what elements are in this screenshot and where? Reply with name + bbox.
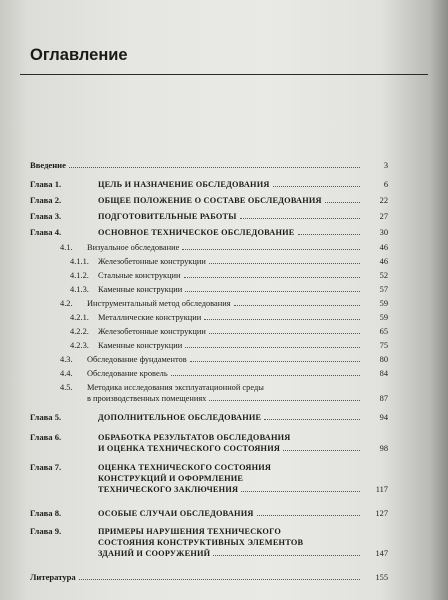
toc-entry-title: Стальные конструкции: [98, 271, 181, 280]
toc-entry-ch3: [0, 211, 448, 222]
toc-page-number: 75: [379, 341, 388, 350]
toc-entry-label: 4.1.3.: [70, 285, 89, 294]
dot-leader: [171, 375, 360, 376]
toc-entry-ch4: [0, 227, 448, 238]
toc-page-number: 46: [379, 243, 388, 252]
toc-entry-label: 4.1.2.: [70, 271, 89, 280]
toc-entry-ch8: [0, 508, 448, 519]
toc-entry-s421: [0, 312, 448, 323]
toc-page-number: 57: [379, 285, 388, 294]
toc-entry-ch6: [0, 432, 448, 454]
toc-entry-title: ЦЕЛЬ И НАЗНАЧЕНИЕ ОБСЛЕДОВАНИЯ: [98, 180, 270, 189]
toc-entry-title: КОНСТРУКЦИЙ И ОФОРМЛЕНИЕ: [98, 474, 244, 483]
dot-leader: [213, 555, 360, 556]
dot-leader: [209, 400, 360, 401]
toc-page-number: 84: [379, 369, 388, 378]
page-title: Оглавление: [30, 46, 128, 64]
toc-entry-s422: [0, 326, 448, 337]
dot-leader: [240, 218, 360, 219]
toc-entry-s45: [0, 382, 448, 404]
toc-entry-title: Металлические конструкции: [98, 313, 202, 322]
toc-entry-title: ОБЩЕЕ ПОЛОЖЕНИЕ О СОСТАВЕ ОБСЛЕДОВАНИЯ: [98, 196, 322, 205]
toc-entry-title: ПРИМЕРЫ НАРУШЕНИЯ ТЕХНИЧЕСКОГО: [98, 527, 282, 536]
dot-leader: [79, 579, 360, 580]
toc-entry-lit: [0, 572, 448, 583]
toc-page-number: 30: [379, 228, 388, 237]
toc-entry-title: Железобетонные конструкции: [98, 327, 206, 336]
toc-page-number: 94: [379, 413, 388, 422]
dot-leader: [185, 347, 360, 348]
toc-entry-title: Инструментальный метод обследования: [87, 299, 231, 308]
dot-leader: [204, 319, 360, 320]
toc-entry-title: ДОПОЛНИТЕЛЬНОЕ ОБСЛЕДОВАНИЕ: [98, 413, 262, 422]
toc-entry-s413: [0, 284, 448, 295]
toc-entry-title: ТЕХНИЧЕСКОГО ЗАКЛЮЧЕНИЯ: [98, 485, 239, 494]
toc-entry-title: Визуальное обследование: [87, 243, 180, 252]
toc-entry-label: 4.2.: [60, 299, 73, 308]
toc-entry-label: Глава 8.: [30, 508, 62, 518]
toc-entry-title: Каменные конструкции: [98, 341, 183, 350]
toc-entry-title: ОЦЕНКА ТЕХНИЧЕСКОГО СОСТОЯНИЯ: [98, 463, 272, 472]
dot-leader: [234, 305, 360, 306]
toc-page-number: 127: [375, 509, 388, 518]
toc-entry-ch9: [0, 526, 448, 559]
dot-leader: [264, 419, 360, 420]
toc-entry-s43: [0, 354, 448, 365]
toc-entry-label: 4.2.1.: [70, 313, 89, 322]
toc-page-number: 117: [375, 485, 388, 494]
dot-leader: [325, 202, 360, 203]
toc-page-number: 65: [379, 327, 388, 336]
toc-entry-title: в производственных помещениях: [87, 394, 207, 403]
toc-entry-label: Глава 1.: [30, 179, 62, 189]
toc-entry-title: Методика исследования эксплуатационной среды: [87, 383, 264, 392]
toc-entry-label: 4.1.: [60, 243, 73, 252]
toc-entry-title: ОБРАБОТКА РЕЗУЛЬТАТОВ ОБСЛЕДОВАНИЯ: [98, 433, 291, 442]
toc-entry-ch5: [0, 412, 448, 423]
dot-leader: [184, 277, 360, 278]
toc-entry-s423: [0, 340, 448, 351]
toc-entry-label: 4.1.1.: [70, 257, 89, 266]
toc-entry-label: Введение: [30, 160, 66, 170]
toc-page-number: 52: [379, 271, 388, 280]
toc-entry-title: Обследование фундаментов: [87, 355, 187, 364]
dot-leader: [298, 234, 360, 235]
toc-entry-label: Глава 4.: [30, 227, 62, 237]
toc-entry-s412: [0, 270, 448, 281]
toc-entry-label: Глава 5.: [30, 412, 62, 422]
toc-entry-label: 4.2.3.: [70, 341, 89, 350]
toc-entry-s42: [0, 298, 448, 309]
toc-page-number: 98: [379, 444, 388, 453]
toc-entry-title: ЗДАНИЙ И СООРУЖЕНИЙ: [98, 549, 211, 558]
toc-entry-title: ПОДГОТОВИТЕЛЬНЫЕ РАБОТЫ: [98, 212, 237, 221]
toc-entry-title: ОСОБЫЕ СЛУЧАИ ОБСЛЕДОВАНИЯ: [98, 509, 254, 518]
dot-leader: [283, 450, 360, 451]
toc-page-number: 59: [379, 299, 388, 308]
dot-leader: [257, 515, 360, 516]
toc-page-number: 87: [379, 394, 388, 403]
toc-entry-label: Глава 7.: [30, 462, 62, 472]
toc-entry-label: 4.4.: [60, 369, 73, 378]
dot-leader: [273, 186, 360, 187]
toc-entry-s411: [0, 256, 448, 267]
toc-entry-title: Каменные конструкции: [98, 285, 183, 294]
toc-entry-title: СОСТОЯНИЯ КОНСТРУКТИВНЫХ ЭЛЕМЕНТОВ: [98, 538, 304, 547]
toc-entry-ch7: [0, 462, 448, 495]
toc-page-number: 155: [375, 573, 388, 582]
toc-page-number: 46: [379, 257, 388, 266]
toc-page-number: 147: [375, 549, 388, 558]
dot-leader: [69, 167, 360, 168]
toc-entry-label: Глава 9.: [30, 526, 62, 536]
toc-entry-label: 4.2.2.: [70, 327, 89, 336]
toc-entry-ch2: [0, 195, 448, 206]
dot-leader: [182, 249, 360, 250]
toc-page-number: 6: [383, 180, 388, 189]
toc-entry-s44: [0, 368, 448, 379]
toc-page-number: 59: [379, 313, 388, 322]
toc-page-number: 27: [379, 212, 388, 221]
dot-leader: [209, 333, 360, 334]
toc-entry-label: Литература: [30, 572, 76, 582]
dot-leader: [190, 361, 360, 362]
toc-entry-label: 4.3.: [60, 355, 73, 364]
toc-entry-label: Глава 6.: [30, 432, 62, 442]
toc-entry-title: Железобетонные конструкции: [98, 257, 206, 266]
toc-entry-label: Глава 2.: [30, 195, 62, 205]
toc-entry-title: ОСНОВНОЕ ТЕХНИЧЕСКОЕ ОБСЛЕДОВАНИЕ: [98, 228, 295, 237]
toc-entry-label: Глава 3.: [30, 211, 62, 221]
toc-entry-label: 4.5.: [60, 383, 73, 392]
dot-leader: [185, 291, 360, 292]
toc-entry-title: И ОЦЕНКА ТЕХНИЧЕСКОГО СОСТОЯНИЯ: [98, 444, 281, 453]
dot-leader: [209, 263, 360, 264]
toc-entry-s41: [0, 242, 448, 253]
toc-page-number: 22: [379, 196, 388, 205]
toc-page-number: 3: [383, 161, 388, 170]
toc-page-number: 80: [379, 355, 388, 364]
dot-leader: [241, 491, 360, 492]
toc-entry-ch1: [0, 179, 448, 190]
toc-entry-title: Обследование кровель: [87, 369, 168, 378]
toc-entry-intro: [0, 160, 448, 171]
